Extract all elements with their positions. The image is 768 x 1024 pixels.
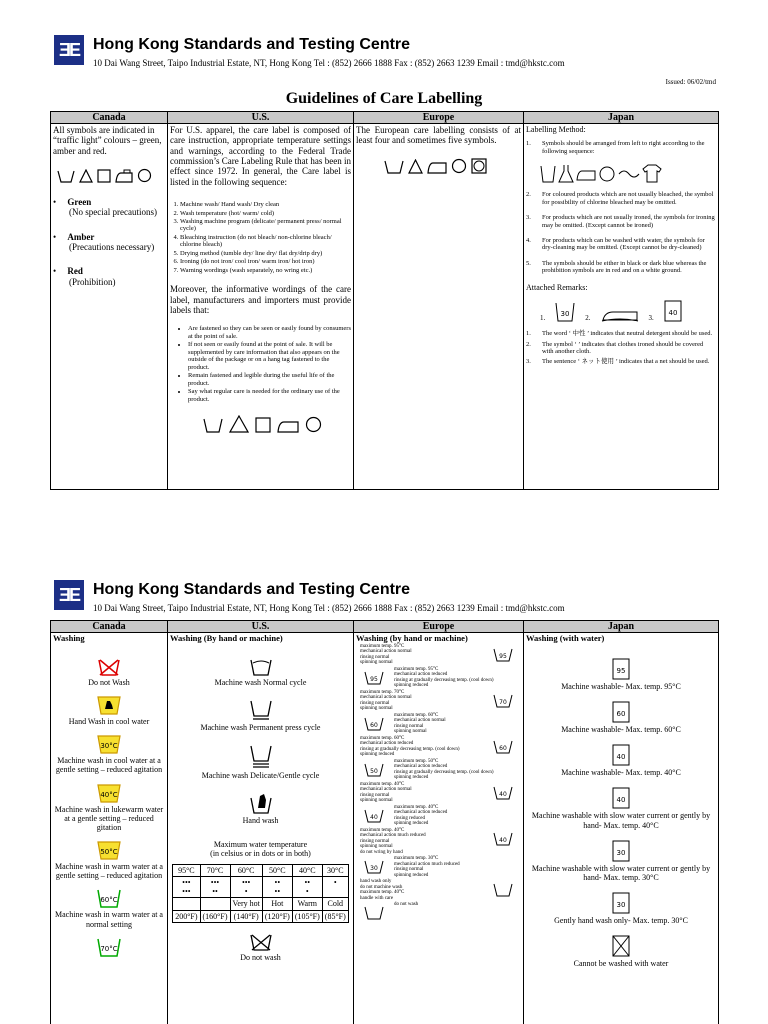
canada-wash-50 — [53, 840, 165, 880]
temp-label: 40 — [499, 836, 507, 844]
us-bullets — [170, 325, 351, 403]
temp-f-cell: (105°F) — [292, 910, 322, 922]
symbol-label: Machine washable with slow water current or gently by hand- Max. temp. 30°C — [531, 863, 711, 882]
entry-line: mechanical action normal — [360, 695, 412, 701]
us-do-not-wash — [170, 933, 351, 962]
japan-sequence-icons — [526, 163, 716, 183]
japan-washing-list — [526, 658, 716, 969]
svg-text:40: 40 — [668, 309, 678, 318]
us-hand-wash — [170, 792, 351, 825]
temp-label: 30°C — [100, 742, 118, 751]
europe-wash-tub-icon — [364, 716, 384, 731]
us-temp-table — [172, 864, 349, 923]
entry-line: spinning normal — [360, 660, 393, 666]
symbol-label: Gently hand wash only- Max. temp. 30°C — [554, 916, 688, 926]
temp-dots-cell: •• •• — [262, 877, 292, 898]
canada-wash-60 — [53, 888, 165, 928]
red-note: (Prohibition) — [69, 276, 116, 287]
europe-washing-head: Washing (by hand or machine) — [356, 633, 468, 643]
europe-symbols — [384, 158, 521, 174]
list-item: • Are fastened so they can be seen or easily found by consumers at the point of sale. — [188, 325, 351, 340]
us-max-temp — [170, 840, 351, 858]
canada-cell — [51, 124, 168, 490]
entry-line: maximum temp. 60°C — [394, 712, 439, 718]
entry-line: mechanical action normal — [360, 787, 412, 793]
canada-wash-30 — [53, 734, 165, 774]
europe-wash-tub-icon — [364, 859, 384, 874]
temp-c-cell: 95°C — [173, 864, 200, 876]
canada-wash-40 — [53, 783, 165, 833]
iron-icon — [277, 417, 299, 433]
us-symbols — [174, 415, 351, 433]
entry-line: spinning reduced — [394, 683, 429, 689]
entry-line: mechanical action much reduced — [394, 861, 460, 867]
list-item — [526, 330, 716, 337]
green-note: (No special precautions) — [69, 207, 157, 218]
remark-label: 2. — [585, 314, 591, 323]
amber-label: Amber — [67, 231, 95, 242]
japan-wash-basin-icon — [612, 744, 630, 766]
symbol-label: Machine wash in warm water at a gentle setting – reduced agitation — [55, 862, 163, 881]
iron-icon — [115, 169, 133, 183]
list-number: 2. — [526, 340, 531, 348]
temp-word-cell: Warm — [292, 898, 322, 910]
max-temp-subtitle: (in celsius or in dots or in both) — [210, 848, 311, 858]
japan-remark-icons — [540, 300, 716, 322]
temp-dots-cell: ••• ••• — [173, 877, 200, 898]
entry-line: rinsing reduced — [394, 815, 425, 821]
entry-line: do not wring by hand — [360, 849, 403, 855]
amber-note: (Precautions necessary) — [69, 242, 155, 253]
issued-date: Issued: 06/02/tmd — [665, 78, 716, 86]
temp-label: 40 — [370, 813, 378, 821]
list-text: For products which are not usually ironed, the symbols for ironing may be omitted. (Except cannot be ironed) — [542, 214, 715, 229]
symbol-label: Machine washable with slow water current or gently by hand- Max. temp. 40°C — [531, 811, 711, 830]
iron-cloth-icon — [601, 304, 639, 322]
list-number: 3. — [526, 358, 531, 366]
us-delicate — [170, 744, 351, 780]
wash-basin-30-icon — [555, 300, 575, 322]
japan-washing-entry — [526, 935, 716, 968]
entry-line: hand wash only — [360, 879, 392, 885]
us-normal-cycle — [170, 658, 351, 687]
temp-f-cell: (160°F) — [200, 910, 230, 922]
europe-washing-entry — [356, 667, 521, 689]
canada-amber: • Amber (Precautions necessary) — [53, 231, 155, 253]
europe-intro: The European care labelling consists of at least four and sometimes five symbols. — [356, 125, 521, 146]
symbol-label: Cannot be washed with water — [573, 959, 669, 969]
europe-wash-tub-icon — [364, 670, 384, 685]
list-text: Symbols should be arranged from left to right according to the following sequence: — [542, 140, 705, 155]
dry-square-icon — [255, 417, 271, 433]
entry-line: spinning reduced — [360, 752, 395, 758]
us-intro: For U.S. apparel, the care label is composed of care instruction, appropriate temperature settings and warnings, according to the Federal Trade commission’s Care Labeling Rule that has been in effect since 1972. In general, the Care label is listed in the following sequence: — [170, 125, 351, 187]
iron-icon — [576, 163, 596, 183]
list-number: 4. — [526, 237, 531, 244]
do-not-wash-red-icon — [98, 658, 120, 676]
temp-label: 95 — [370, 675, 378, 683]
header-canada: Canada — [51, 112, 168, 124]
bleach-triangle-icon — [79, 169, 93, 183]
list-item: • Say what regular care is needed for the ordinary use of the product. — [188, 388, 351, 403]
temp-label: 50°C — [100, 848, 118, 857]
list-number: 1. — [526, 330, 531, 338]
list-number: 5. — [526, 259, 531, 267]
wash-tub-icon — [203, 417, 223, 433]
symbol-label: Machine wash in lukewarm water at a gentle setting – reduced gitation — [54, 804, 164, 832]
header-japan: Japan — [524, 621, 719, 633]
wash-permanent-press-icon — [250, 699, 272, 721]
company-address: 10 Dai Wang Street, Taipo Industrial Estate, NT, Hong Kong Tel : (852) 2666 1888 Fax : (852) 2663 1239 Email : tmd@hkstc.com — [93, 58, 565, 68]
temp-label: 70°C — [100, 944, 118, 953]
temp-label: 30 — [616, 901, 626, 910]
japan-washing-entry — [526, 840, 716, 882]
temp-c-cell: 30°C — [322, 864, 348, 876]
temp-f-cell: (120°F) — [262, 910, 292, 922]
us-more: Moreover, the informative wordings of the care label, manufacturers and importers must provide labels that: — [170, 284, 351, 315]
wash-30-amber-icon — [97, 734, 121, 754]
entry-line: maximum temp. 70°C — [360, 689, 405, 695]
entry-line: rinsing normal — [360, 700, 390, 706]
entry-line: spinning normal — [360, 798, 393, 804]
europe-washing-entry — [356, 690, 521, 712]
entry-line: maximum temp. 40°C — [394, 804, 439, 810]
japan-washing-head: Washing (with water) — [526, 633, 605, 643]
canada-hand-wash — [53, 695, 165, 726]
europe-washing-entry — [356, 805, 521, 827]
list-item: • Remain fastened and legible during the useful life of the product. — [188, 372, 351, 387]
temp-dots-cell: • — [322, 877, 348, 898]
temp-f-cell: (140°F) — [230, 910, 262, 922]
header-europe: Europe — [354, 112, 524, 124]
entry-line: maximum temp. 40°C — [360, 781, 405, 787]
entry-line: maximum temp. 95°C — [394, 666, 439, 672]
wash-70-green-icon — [97, 937, 121, 957]
list-text: The symbol ‘ ’ indicates that clothes ironed should be covered with another cloth. — [542, 340, 704, 355]
list-item — [526, 237, 716, 252]
wash-50-amber-icon — [97, 840, 121, 860]
remark-label: 1. — [540, 314, 546, 323]
symbol-label: Machine washable- Max. temp. 95°C — [561, 681, 681, 691]
europe-wash-tub-icon — [493, 831, 513, 846]
japan-washing-entry — [526, 701, 716, 734]
company-name: Hong Kong Standards and Testing Centre — [93, 581, 411, 598]
bleach-triangle-icon — [408, 159, 423, 174]
japan-washing-entry — [526, 787, 716, 829]
temp-c-cell: 60°C — [230, 864, 262, 876]
symbol-label: Machine wash Permanent press cycle — [200, 722, 321, 732]
do-not-wash-icon — [250, 933, 272, 951]
page-2 — [0, 575, 768, 1024]
hkstc-logo: ƎE — [54, 580, 84, 610]
temp-word-cell — [200, 898, 230, 910]
entry-line: maximum temp. 50°C — [394, 758, 439, 764]
europe-washing-entry — [356, 856, 521, 878]
entry-line: maximum temp. 95°C — [360, 643, 405, 649]
temp-c-cell: 70°C — [200, 864, 230, 876]
us-washing-head: Washing (By hand or machine) — [170, 633, 283, 643]
canada-symbols — [57, 168, 165, 183]
europe-wash-tub-icon — [493, 785, 513, 800]
temp-label: 60 — [616, 709, 626, 718]
list-text: For coloured products which are not usually bleached, the symbol for possibility of chlorine bleached may be omitted. — [542, 191, 714, 206]
list-text: The sentence ‘ ネット使用 ’ indicates that a net should be used. — [542, 358, 710, 366]
temp-f-cell: 200°F) — [173, 910, 200, 922]
europe-washing-entry — [356, 644, 521, 666]
wash-delicate-icon — [250, 744, 272, 769]
list-number: 2. — [526, 191, 531, 199]
hand-wash-icon — [250, 792, 272, 814]
temp-word-cell — [173, 898, 200, 910]
europe-washing-entry — [356, 828, 521, 856]
red-label: Red — [67, 266, 83, 277]
temp-c-cell: 50°C — [262, 864, 292, 876]
entry-line: rinsing at gradually decreasing temp. (cool down) — [394, 677, 494, 683]
japan-remarks-title: Attached Remarks: — [526, 282, 588, 292]
dry-clean-circle-icon — [598, 163, 616, 183]
dry-clean-circle-icon — [451, 158, 467, 174]
japan-cell — [524, 124, 719, 490]
wash-tub-icon — [250, 658, 272, 676]
list-item: 1. Machine wash/ Hand wash/ Dry clean — [180, 201, 351, 208]
list-item — [526, 214, 716, 229]
europe-wash-tub-icon — [364, 808, 384, 823]
list-item — [526, 260, 716, 275]
canada-washing-head: Washing — [53, 633, 85, 643]
europe-wash-tub-icon — [493, 693, 513, 708]
japan-method: Labelling Method: — [526, 125, 586, 134]
green-label: Green — [67, 197, 92, 208]
symbol-label: Machine wash Delicate/Gentle cycle — [201, 771, 320, 781]
entry-line: rinsing normal — [394, 723, 424, 729]
entry-line: rinsing normal — [360, 654, 390, 660]
temp-label: 70 — [499, 698, 507, 706]
europe-washing-entry — [356, 713, 521, 735]
japan-wash-basin-icon — [612, 892, 630, 914]
hkstc-logo: ƎE — [54, 35, 84, 65]
symbol-label: Hand wash — [242, 816, 279, 826]
japan-wash-basin-icon — [612, 840, 630, 862]
entry-line: spinning normal — [360, 844, 393, 850]
japan-notes — [526, 330, 716, 366]
header-japan: Japan — [524, 112, 719, 124]
max-temp-title: Maximum water temperature — [213, 839, 308, 849]
entry-line: mechanical action reduced — [360, 741, 414, 747]
list-item: 4. Bleaching instruction (do not bleach/ non-chlorine bleach/ chlorine bleach) — [180, 234, 351, 249]
company-address: 10 Dai Wang Street, Taipo Industrial Estate, NT, Hong Kong Tel : (852) 2666 1888 Fax : (852) 2663 1239 Email : tmd@hkstc.com — [93, 603, 565, 613]
canada-green: • Green (No special precautions) — [53, 197, 157, 218]
temp-word-cell: Cold — [322, 898, 348, 910]
dry-clean-circle-icon — [137, 168, 152, 183]
dry-square-icon — [97, 169, 111, 183]
canada-wash-70 — [53, 937, 165, 957]
list-item: • If not seen or easily found at the point of sale. It will be supplemented by care information that also appears on the outside of the package or on a hang tag fastened to the product. — [188, 341, 351, 371]
temp-dots-cell: ••• •• — [200, 877, 230, 898]
japan-list — [526, 140, 716, 275]
japan-washing-entry — [526, 658, 716, 691]
list-item — [526, 140, 716, 155]
europe-washing-entry — [356, 782, 521, 804]
entry-line: rinsing normal — [394, 867, 424, 873]
care-labelling-table — [50, 111, 719, 490]
entry-line: spinning reduced — [394, 821, 429, 827]
entry-line: mechanical action much reduced — [360, 833, 426, 839]
japan-wash-basin-icon — [612, 787, 630, 809]
entry-line: rinsing normal — [360, 792, 390, 798]
wash-basin-icon — [540, 163, 556, 183]
list-number: 1. — [526, 140, 531, 148]
entry-line: rinsing normal — [360, 838, 390, 844]
flask-icon — [558, 163, 574, 183]
japan-washing-cell — [524, 633, 719, 1024]
europe-washing-list — [356, 644, 521, 908]
list-item: 6. Ironing (do not iron/ cool iron/ warm iron/ hot iron) — [180, 258, 351, 265]
washing-symbols-table — [50, 620, 719, 1024]
entry-line: handle with care — [360, 895, 394, 901]
europe-washing-entry — [356, 902, 521, 908]
entry-line: mechanical action reduced — [394, 810, 448, 816]
header-europe: Europe — [354, 621, 524, 633]
europe-wash-tub-icon — [493, 647, 513, 662]
entry-line: spinning normal — [360, 706, 393, 712]
temp-label: 40 — [616, 796, 626, 805]
japan-wash-basin-icon — [612, 658, 630, 680]
symbol-label: Hand Wash in cool water — [68, 716, 150, 726]
symbol-label: Machine wash in warm water at a normal setting — [55, 910, 163, 929]
europe-washing-entry — [356, 759, 521, 781]
list-text: For products which can be washed with water, the symbols for dry-cleaning may be omitted. (Except cannot be dry-cleaned) — [542, 237, 705, 252]
japan-washing-entry — [526, 744, 716, 777]
entry-line: do not wash — [394, 902, 419, 908]
list-item — [526, 358, 716, 365]
temp-label: 50 — [370, 767, 378, 775]
us-washing-cell — [168, 633, 354, 1024]
wash-tub-icon — [384, 159, 404, 174]
europe-wash-tub-icon — [493, 739, 513, 754]
entry-line: maximum temp. 30°C — [394, 856, 439, 862]
temp-label: 60 — [499, 744, 507, 752]
list-item — [526, 341, 716, 356]
us-permanent-press — [170, 699, 351, 732]
us-cell — [168, 124, 354, 490]
entry-line: rinsing at gradually decreasing temp. (cool down) — [394, 769, 494, 775]
temp-dots-cell: •• • — [292, 877, 322, 898]
temp-label: 30 — [616, 848, 626, 857]
entry-line: mechanical action reduced — [394, 764, 448, 770]
canada-do-not-wash — [53, 658, 165, 687]
header-canada: Canada — [51, 621, 168, 633]
wash-40-amber-icon — [97, 783, 121, 803]
temp-label: 60°C — [100, 896, 118, 905]
temp-c-cell: 40°C — [292, 864, 322, 876]
entry-line: maximum temp. 60°C — [360, 735, 405, 741]
company-name: Hong Kong Standards and Testing Centre — [93, 36, 411, 53]
temp-label: 95 — [616, 666, 626, 675]
us-sequence-list — [170, 201, 351, 274]
europe-wash-tub-icon — [364, 905, 384, 920]
tumble-dry-icon — [471, 158, 487, 174]
temp-label: 30 — [370, 865, 378, 873]
wash-60-green-icon — [97, 888, 121, 908]
list-item: 7. Warning wordings (wash separately, no wring etc.) — [180, 267, 351, 274]
symbol-label: Machine washable- Max. temp. 40°C — [561, 768, 681, 778]
temp-label: 60 — [370, 721, 378, 729]
entry-line: mechanical action normal — [360, 649, 412, 655]
temp-word-cell: Very hot — [230, 898, 262, 910]
canada-washing-cell — [51, 633, 168, 1024]
list-text: The symbols should be either in black or dark blue whereas the prohibition symbols are in red and on a white ground. — [542, 259, 707, 275]
svg-text:30: 30 — [560, 310, 570, 319]
list-item: 2. Wash temperature (hot/ warm/ cold) — [180, 210, 351, 217]
hand-wash-amber-icon — [97, 695, 121, 715]
europe-wash-tub-icon — [364, 762, 384, 777]
entry-line: spinning reduced — [394, 775, 429, 781]
europe-washing-entry — [356, 736, 521, 758]
machine-wash-40-icon — [664, 300, 682, 322]
europe-wash-tub-icon — [493, 882, 513, 897]
entry-line: do not machine wash — [360, 884, 403, 890]
header-us: U.S. — [168, 621, 354, 633]
entry-line: rinsing at gradually decreasing temp. (cool down) — [360, 746, 460, 752]
entry-line: mechanical action normal — [394, 718, 446, 724]
canada-intro: All symbols are indicated in “traffic light” colours – green, amber and red. — [53, 125, 162, 156]
entry-line: maximum temp. 40°C — [360, 890, 405, 896]
bleach-triangle-icon — [229, 415, 249, 433]
entry-line: spinning normal — [394, 729, 427, 735]
symbol-label: Machine wash Normal cycle — [214, 677, 307, 687]
list-item: 3. Washing machine program (delicate/ permanent press/ normal cycle) — [180, 218, 351, 233]
entry-line: mechanical action reduced — [394, 672, 448, 678]
header-us: U.S. — [168, 112, 354, 124]
japan-washing-entry — [526, 892, 716, 925]
wash-tub-icon — [57, 169, 75, 183]
symbol-label: Do not wash — [240, 952, 281, 962]
canada-red: • Red (Prohibition) — [53, 266, 116, 287]
europe-cell — [354, 124, 524, 490]
list-text: The word ‘ 中性 ’ indicates that neutral detergent should be used. — [542, 330, 713, 338]
temp-f-cell: (85°F) — [322, 910, 348, 922]
entry-line: maximum temp. 40°C — [360, 827, 405, 833]
iron-icon — [427, 159, 447, 174]
symbol-label: Machine washable- Max. temp. 60°C — [561, 724, 681, 734]
list-number: 3. — [526, 214, 531, 222]
japan-wash-basin-icon — [612, 701, 630, 723]
symbol-label: Machine wash in cool water at a gentle setting – reduced agitation — [55, 756, 163, 775]
europe-washing-entry — [356, 879, 521, 901]
wring-icon — [618, 163, 640, 183]
remark-label: 3. — [648, 314, 654, 323]
temp-label: 95 — [499, 652, 507, 660]
entry-line: spinning reduced — [394, 872, 429, 878]
temp-label: 40°C — [100, 790, 118, 799]
temp-word-cell: Hot — [262, 898, 292, 910]
temp-dots-cell: ••• • — [230, 877, 262, 898]
page-title: Guidelines of Care Labelling — [285, 90, 483, 107]
symbol-label: Do not Wash — [88, 677, 130, 687]
list-item: 5. Drying method (tumble dry/ line dry/ flat dry/drip dry) — [180, 250, 351, 257]
japan-wash-basin-icon — [612, 935, 630, 957]
temp-label: 40 — [616, 753, 626, 762]
list-item — [526, 191, 716, 206]
shirt-icon — [642, 163, 662, 183]
dry-clean-circle-icon — [305, 416, 322, 433]
temp-label: 40 — [499, 790, 507, 798]
europe-washing-cell — [354, 633, 524, 1024]
